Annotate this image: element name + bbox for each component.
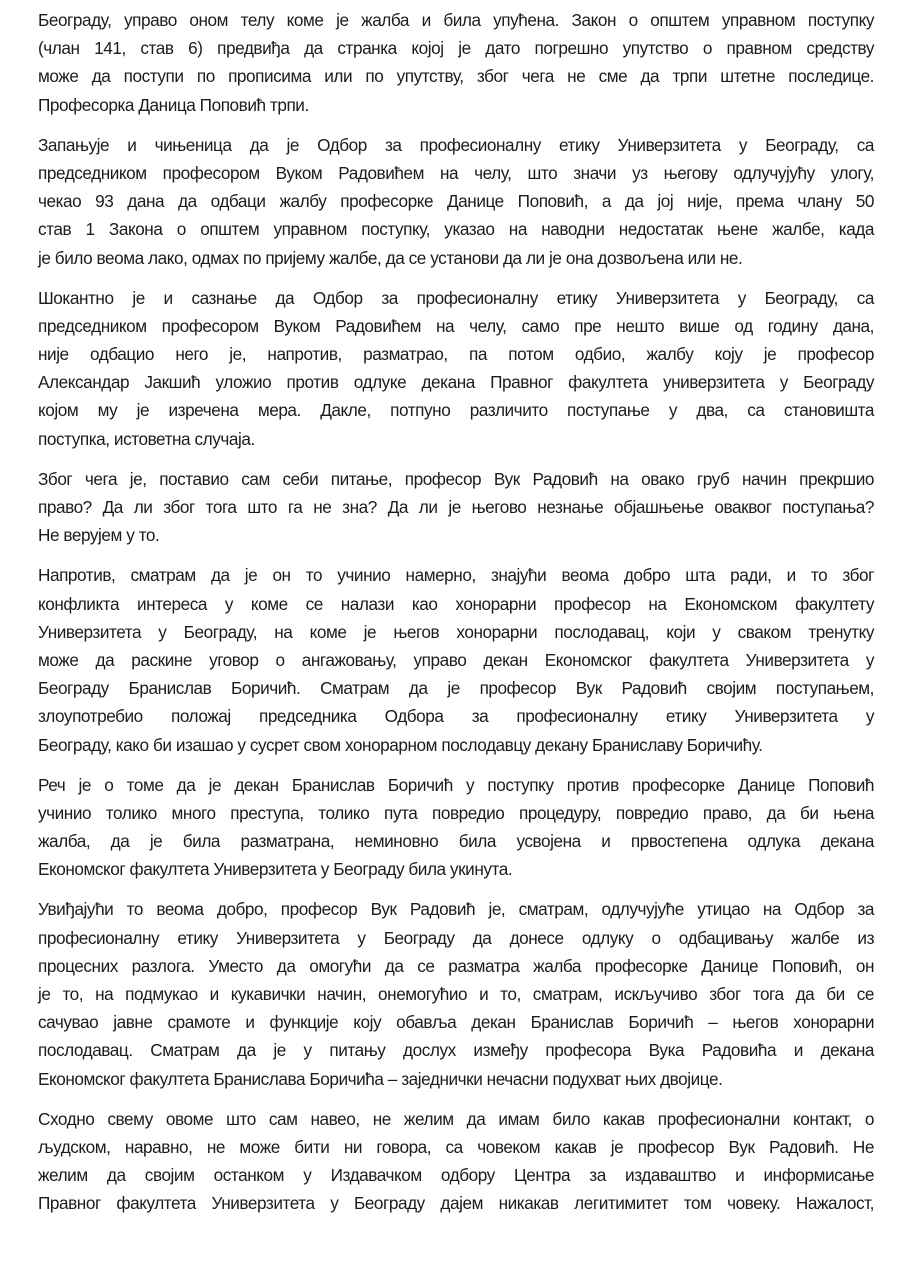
text-line: је то, на подмукао и кукавички начин, онемогућио и то, сматрам, искључиво због тога да би се: [38, 984, 874, 1004]
text-line: желим да својим останком у Издавачком одбору Центра за издаваштво и информисање: [38, 1165, 874, 1186]
text-line: Универзитета у Београду, на коме је његов хонорарни послодавац, који у сваком тренутку: [38, 621, 874, 642]
paragraph-7: [38, 895, 874, 1092]
text-line: Не верујем у то.: [38, 525, 160, 546]
text-line: председником професором Вуком Радовићем на челу, што значи уз његову одлучујућу улогу,: [38, 162, 874, 183]
text-line: је било веома лако, одмах по пријему жалбе, да се установи да ли је она дозвољена или не.: [38, 247, 743, 268]
text-line: Сходно свему овоме што сам навео, не желим да имам било какав професионални контакт, о: [38, 1108, 874, 1129]
text-line: може да поступи по прописима или по упутству, због чега не сме да трпи штетне последице.: [38, 66, 874, 87]
text-line: процесних разлога. Уместо да омогући да се разматра жалба професорке Данице Поповић, он: [38, 955, 874, 976]
text-line: није одбацио него је, напротив, разматрао, па потом одбио, жалбу коју је професор: [38, 344, 874, 365]
text-line: Правног факултета Универзитета у Београду дајем никакав легитимитет том човеку. Нажалост,: [38, 1193, 874, 1214]
text-line: Економског факултета Универзитета у Београду била укинута.: [38, 859, 513, 880]
paragraph-5: [38, 561, 874, 758]
text-line: Професорка Даница Поповић трпи.: [38, 94, 309, 115]
text-line: којом му је изречена мера. Дакле, потпуно различито поступање у два, са становишта: [38, 400, 874, 421]
text-line: Напротив, сматрам да је он то учинио намерно, знајући веома добро шта ради, и то због: [38, 565, 874, 586]
text-line: Шокантно је и сазнање да Одбор за професионалну етику Универзитета у Београду, са: [38, 287, 874, 308]
text-line: Запањује и чињеница да је Одбор за професионалну етику Универзитета у Београду, са: [38, 134, 874, 155]
text-line: чекао 93 дана да одбаци жалбу професорке Данице Поповић, а да јој није, према члану 50: [38, 191, 874, 212]
text-line: став 1 Закона о општем управном поступку, указао на наводни недостатак њене жалбе, када: [38, 219, 874, 240]
text-line: Београду Бранислав Боричић. Сматрам да је професор Вук Радовић својим поступањем,: [38, 678, 874, 699]
text-line: право? Да ли због тога што га не зна? Да ли је његово незнање објашњење оваквог поступања?: [38, 497, 874, 517]
paragraph-2: [38, 131, 874, 272]
paragraph-1: [38, 6, 874, 119]
text-line: председником професором Вуком Радовићем на челу, само пре нешто више од годину дана,: [38, 315, 874, 336]
text-line: људском, наравно, не може бити ни говора, са човеком какав је професор Вук Радовић. Не: [38, 1136, 874, 1157]
text-line: Увиђајући то веома добро, професор Вук Радовић је, сматрам, одлучујуће утицао на Одбор за: [38, 899, 874, 920]
paragraph-8: [38, 1105, 874, 1218]
text-line: злоупотребио положај председника Одбора за професионалну етику Универзитета у: [38, 706, 874, 727]
text-line: Због чега је, поставио сам себи питање, професор Вук Радовић на овако груб начин прекршио: [38, 468, 874, 489]
text-line: Београду, како би изашао у сусрет свом хонорарном послодавцу декану Браниславу Боричићу.: [38, 734, 763, 755]
text-line: конфликта интереса у коме се налази као хонорарни професор на Економском факултету: [38, 593, 874, 614]
text-line: сачувао јавне срамоте и функције коју обавља декан Бранислав Боричић – његов хонорарни: [38, 1012, 874, 1033]
text-line: учинио толико много преступа, толико пута повредио процедуру, повредио право, да би њена: [38, 802, 874, 823]
text-line: Економског факултета Бранислава Боричића – заједнички нечасни подухват њих двојице.: [38, 1068, 723, 1089]
text-line: Александар Јакшић уложио против одлуке декана Правног факултета универзитета у Београду: [38, 372, 874, 393]
text-line: поступка, истоветна случаја.: [38, 428, 255, 449]
text-line: Београду, управо оном телу коме је жалба и била упућена. Закон о општем управном поступку: [38, 10, 874, 30]
text-line: (члан 141, став 6) предвиђа да странка којој је дато погрешно упутство о правном средству: [38, 38, 874, 59]
text-line: Реч је о томе да је декан Бранислав Боричић у поступку против професорке Данице Поповић: [38, 774, 874, 795]
paragraph-6: [38, 771, 874, 884]
paragraph-4: [38, 465, 874, 550]
paragraph-3: [38, 284, 874, 453]
document-page: [38, 6, 874, 1230]
text-line: може да раскине уговор о ангажовању, управо декан Економског факултета Универзитета у: [38, 649, 874, 670]
text-line: послодавац. Сматрам да је у питању дослух између професора Вука Радовића и декана: [38, 1040, 874, 1061]
text-line: жалба, да је била разматрана, неминовно била усвојена и првостепена одлука декана: [38, 831, 874, 852]
text-line: професионалну етику Универзитета у Београду да донесе одлуку о одбацивању жалбе из: [38, 927, 874, 948]
